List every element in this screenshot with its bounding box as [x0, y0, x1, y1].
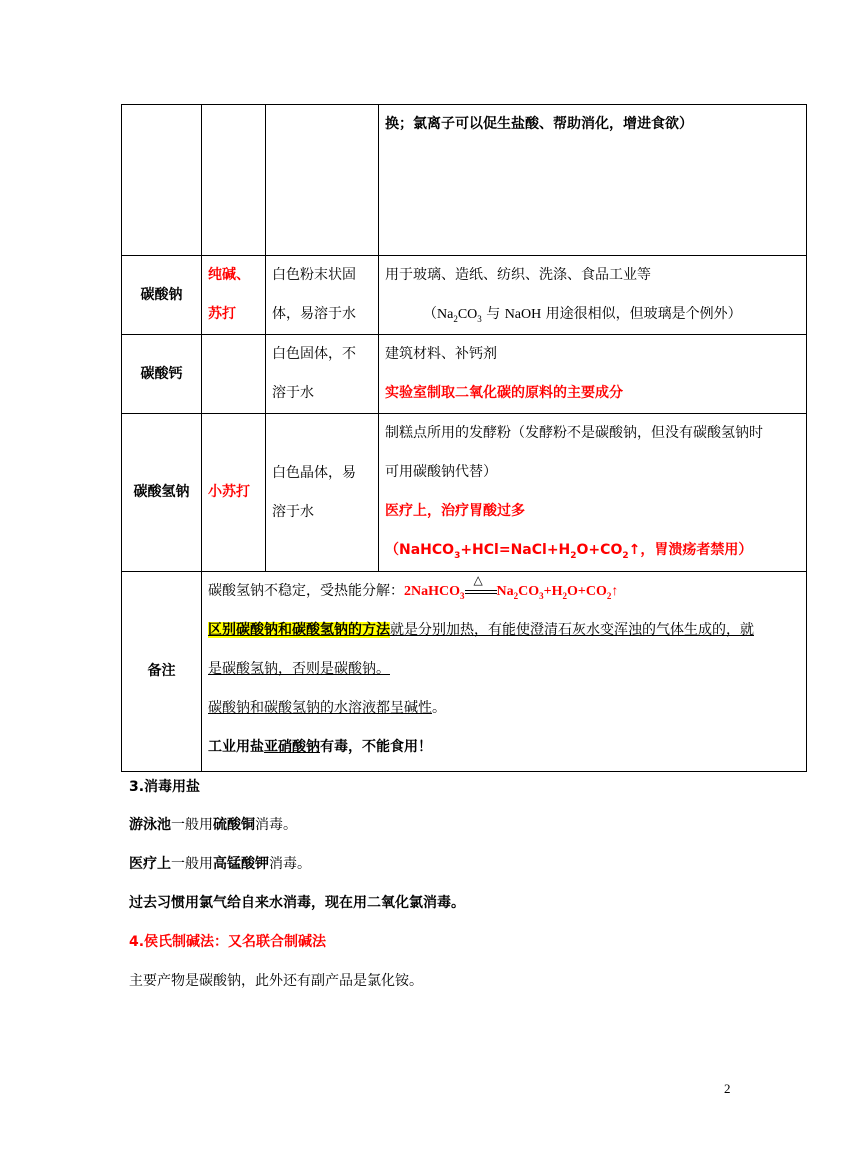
- use-cell: 换；氯离子可以促生盐酸、帮助消化，增进食欲）: [379, 105, 807, 256]
- paragraph: 过去习惯用氯气给自来水消毒，现在用二氧化氯消毒。: [129, 895, 465, 911]
- use-cell: 用于玻璃、造纸、纺织、洗涤、食品工业等 （$Na_2CO_3$ 与 NaOH 用途很相似，但玻璃是个例外）: [379, 256, 807, 335]
- highlighted-phrase: 区别碳酸钠和碳酸氢钠的方法: [208, 622, 390, 638]
- page-number: 2: [724, 1081, 731, 1096]
- name-cell: 碳酸钙: [122, 335, 202, 414]
- alias-cell: 小苏打: [202, 414, 266, 572]
- table-row-sodium-bicarbonate: [122, 414, 807, 572]
- salt-table: [121, 104, 807, 772]
- table-row-notes: [122, 572, 807, 772]
- section-3-heading: 3.消毒用盐: [129, 779, 201, 795]
- section-4-heading: 4.侯氏制碱法：又名联合制碱法: [129, 934, 327, 950]
- property-cell: 白色固体，不 溶于水: [266, 335, 379, 414]
- heat-condition-sign: △: [465, 584, 497, 598]
- notes-cell: 碳酸氢钠不稳定，受热能分解：2NaHCO$_3$ △ $Na_2CO_3+H_2O+CO_2↑$ 区别碳酸钠和碳酸氢钠的方法就是分别加热，有能使澄清石灰水变浑浊的气体生成的，就 是碳酸氢钠，否则是碳酸钠。 碳酸钠和碳酸氢钠的水溶液都呈碱性。 工业用盐亚硝酸钠有毒，不能食用！: [202, 572, 807, 772]
- paragraph: 主要产物是碳酸钠，此外还有副产品是氯化铵。: [129, 973, 423, 989]
- alias-cell: [202, 335, 266, 414]
- table-row-calcium-carbonate: [122, 335, 807, 414]
- property-cell: 白色粉末状固 体，易溶于水: [266, 256, 379, 335]
- table-row-sodium-carbonate: [122, 256, 807, 335]
- paragraph: 游泳池一般用硫酸铜消毒。: [129, 817, 297, 833]
- name-cell: 备注: [122, 572, 202, 772]
- property-cell: 白色晶体，易 溶于水: [266, 414, 379, 572]
- use-cell: 建筑材料、补钙剂 实验室制取二氧化碳的原料的主要成分: [379, 335, 807, 414]
- paragraph: 医疗上一般用高锰酸钾消毒。: [129, 856, 311, 872]
- name-cell: 碳酸氢钠: [122, 414, 202, 572]
- use-cell: 制糕点所用的发酵粉（发酵粉不是碳酸钠，但没有碳酸氢钠时 可用碳酸钠代替） 医疗上，治疗胃酸过多 （$NaHCO_3+HCl=NaCl+H_2O+CO_2↑$，胃溃疡者禁用）: [379, 414, 807, 572]
- name-cell: 碳酸钠: [122, 256, 202, 335]
- alias-cell: 纯碱、 苏打: [202, 256, 266, 335]
- table-row-continued: [122, 105, 807, 256]
